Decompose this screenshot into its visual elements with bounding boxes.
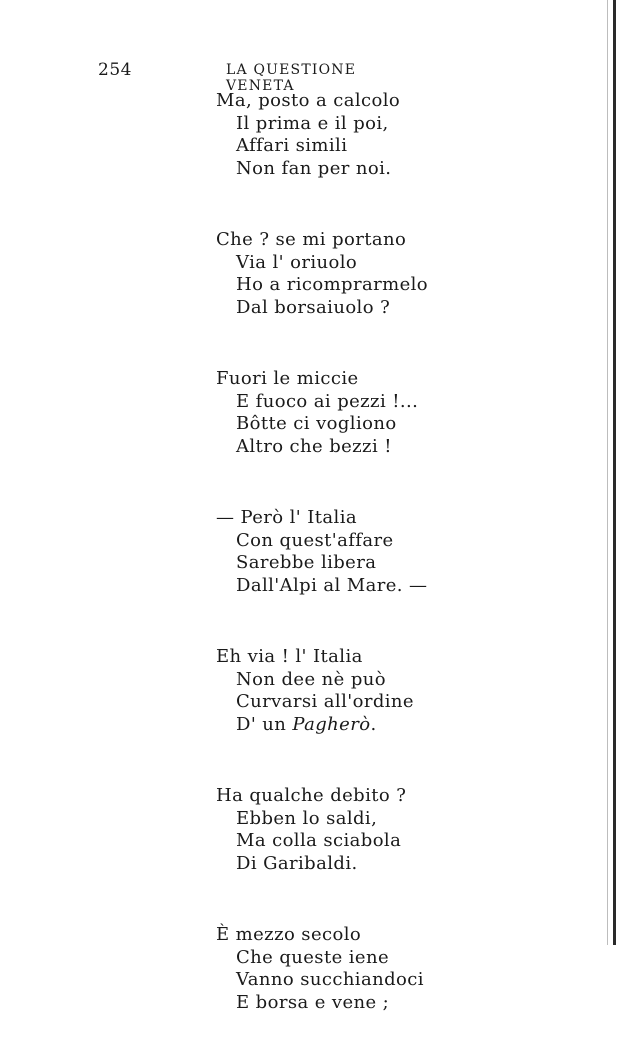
- verse-line: Vanno succhiandoci: [236, 969, 424, 990]
- verse-line: Ma, posto a calcolo: [216, 90, 401, 111]
- stanza-6: [216, 785, 546, 875]
- stanza-5: [216, 646, 546, 736]
- verse-italic-word: Pagherò: [292, 713, 371, 735]
- stanza-3: [216, 368, 546, 458]
- stanza-1: [216, 90, 546, 180]
- verse-line: Che queste iene: [236, 946, 390, 968]
- page-header: [98, 60, 418, 94]
- verse-line: È mezzo secolo: [216, 924, 362, 945]
- verse-line: Ma colla sciabola: [236, 830, 402, 851]
- verse-line: Di Garibaldi.: [236, 852, 358, 874]
- verse-line: Il prima e il poi,: [236, 112, 389, 134]
- verse-line: Ho a ricomprarmelo: [236, 274, 429, 295]
- verse-line: Che ? se mi portano: [216, 229, 407, 250]
- stanza-2: [216, 229, 546, 319]
- verse-line: Dal borsaiuolo ?: [236, 296, 391, 318]
- verse-line: Dall'Alpi al Mare. —: [236, 574, 428, 596]
- poem: [216, 90, 546, 1063]
- page-number: 254: [98, 60, 132, 80]
- verse-line: Ebben lo saldi,: [236, 807, 378, 829]
- stanza-4: [216, 507, 546, 597]
- verse-line: Via l' oriuolo: [236, 251, 358, 273]
- verse-text: D' un: [236, 713, 293, 735]
- verse-line: Sarebbe libera: [236, 552, 377, 573]
- verse-line: [216, 714, 546, 737]
- verse-line: E fuoco ai pezzi !...: [236, 390, 419, 412]
- verse-line: — Però l' Italia: [216, 507, 357, 528]
- verse-line: Non fan per noi.: [236, 157, 392, 179]
- verse-line: Eh via ! l' Italia: [216, 646, 363, 667]
- stanza-7: [216, 924, 546, 1014]
- verse-line: Fuori le miccie: [216, 368, 359, 389]
- verse-line: Non dee nè può: [236, 668, 386, 690]
- running-title: LA QUESTIONE VENETA: [226, 62, 357, 94]
- page-gutter-line: [607, 0, 608, 945]
- verse-line: E borsa e vene ;: [236, 991, 390, 1013]
- verse-line: Ha qualche debito ?: [216, 785, 407, 806]
- verse-line: Con quest'affare: [236, 529, 394, 551]
- verse-punctuation: .: [370, 713, 377, 735]
- page-edge-shadow: [613, 0, 616, 945]
- verse-line: Altro che bezzi !: [236, 435, 392, 457]
- verse-line: Curvarsi all'ordine: [236, 691, 414, 712]
- verse-line: Affari simili: [236, 135, 348, 156]
- verse-line: Bôtte ci vogliono: [236, 413, 397, 434]
